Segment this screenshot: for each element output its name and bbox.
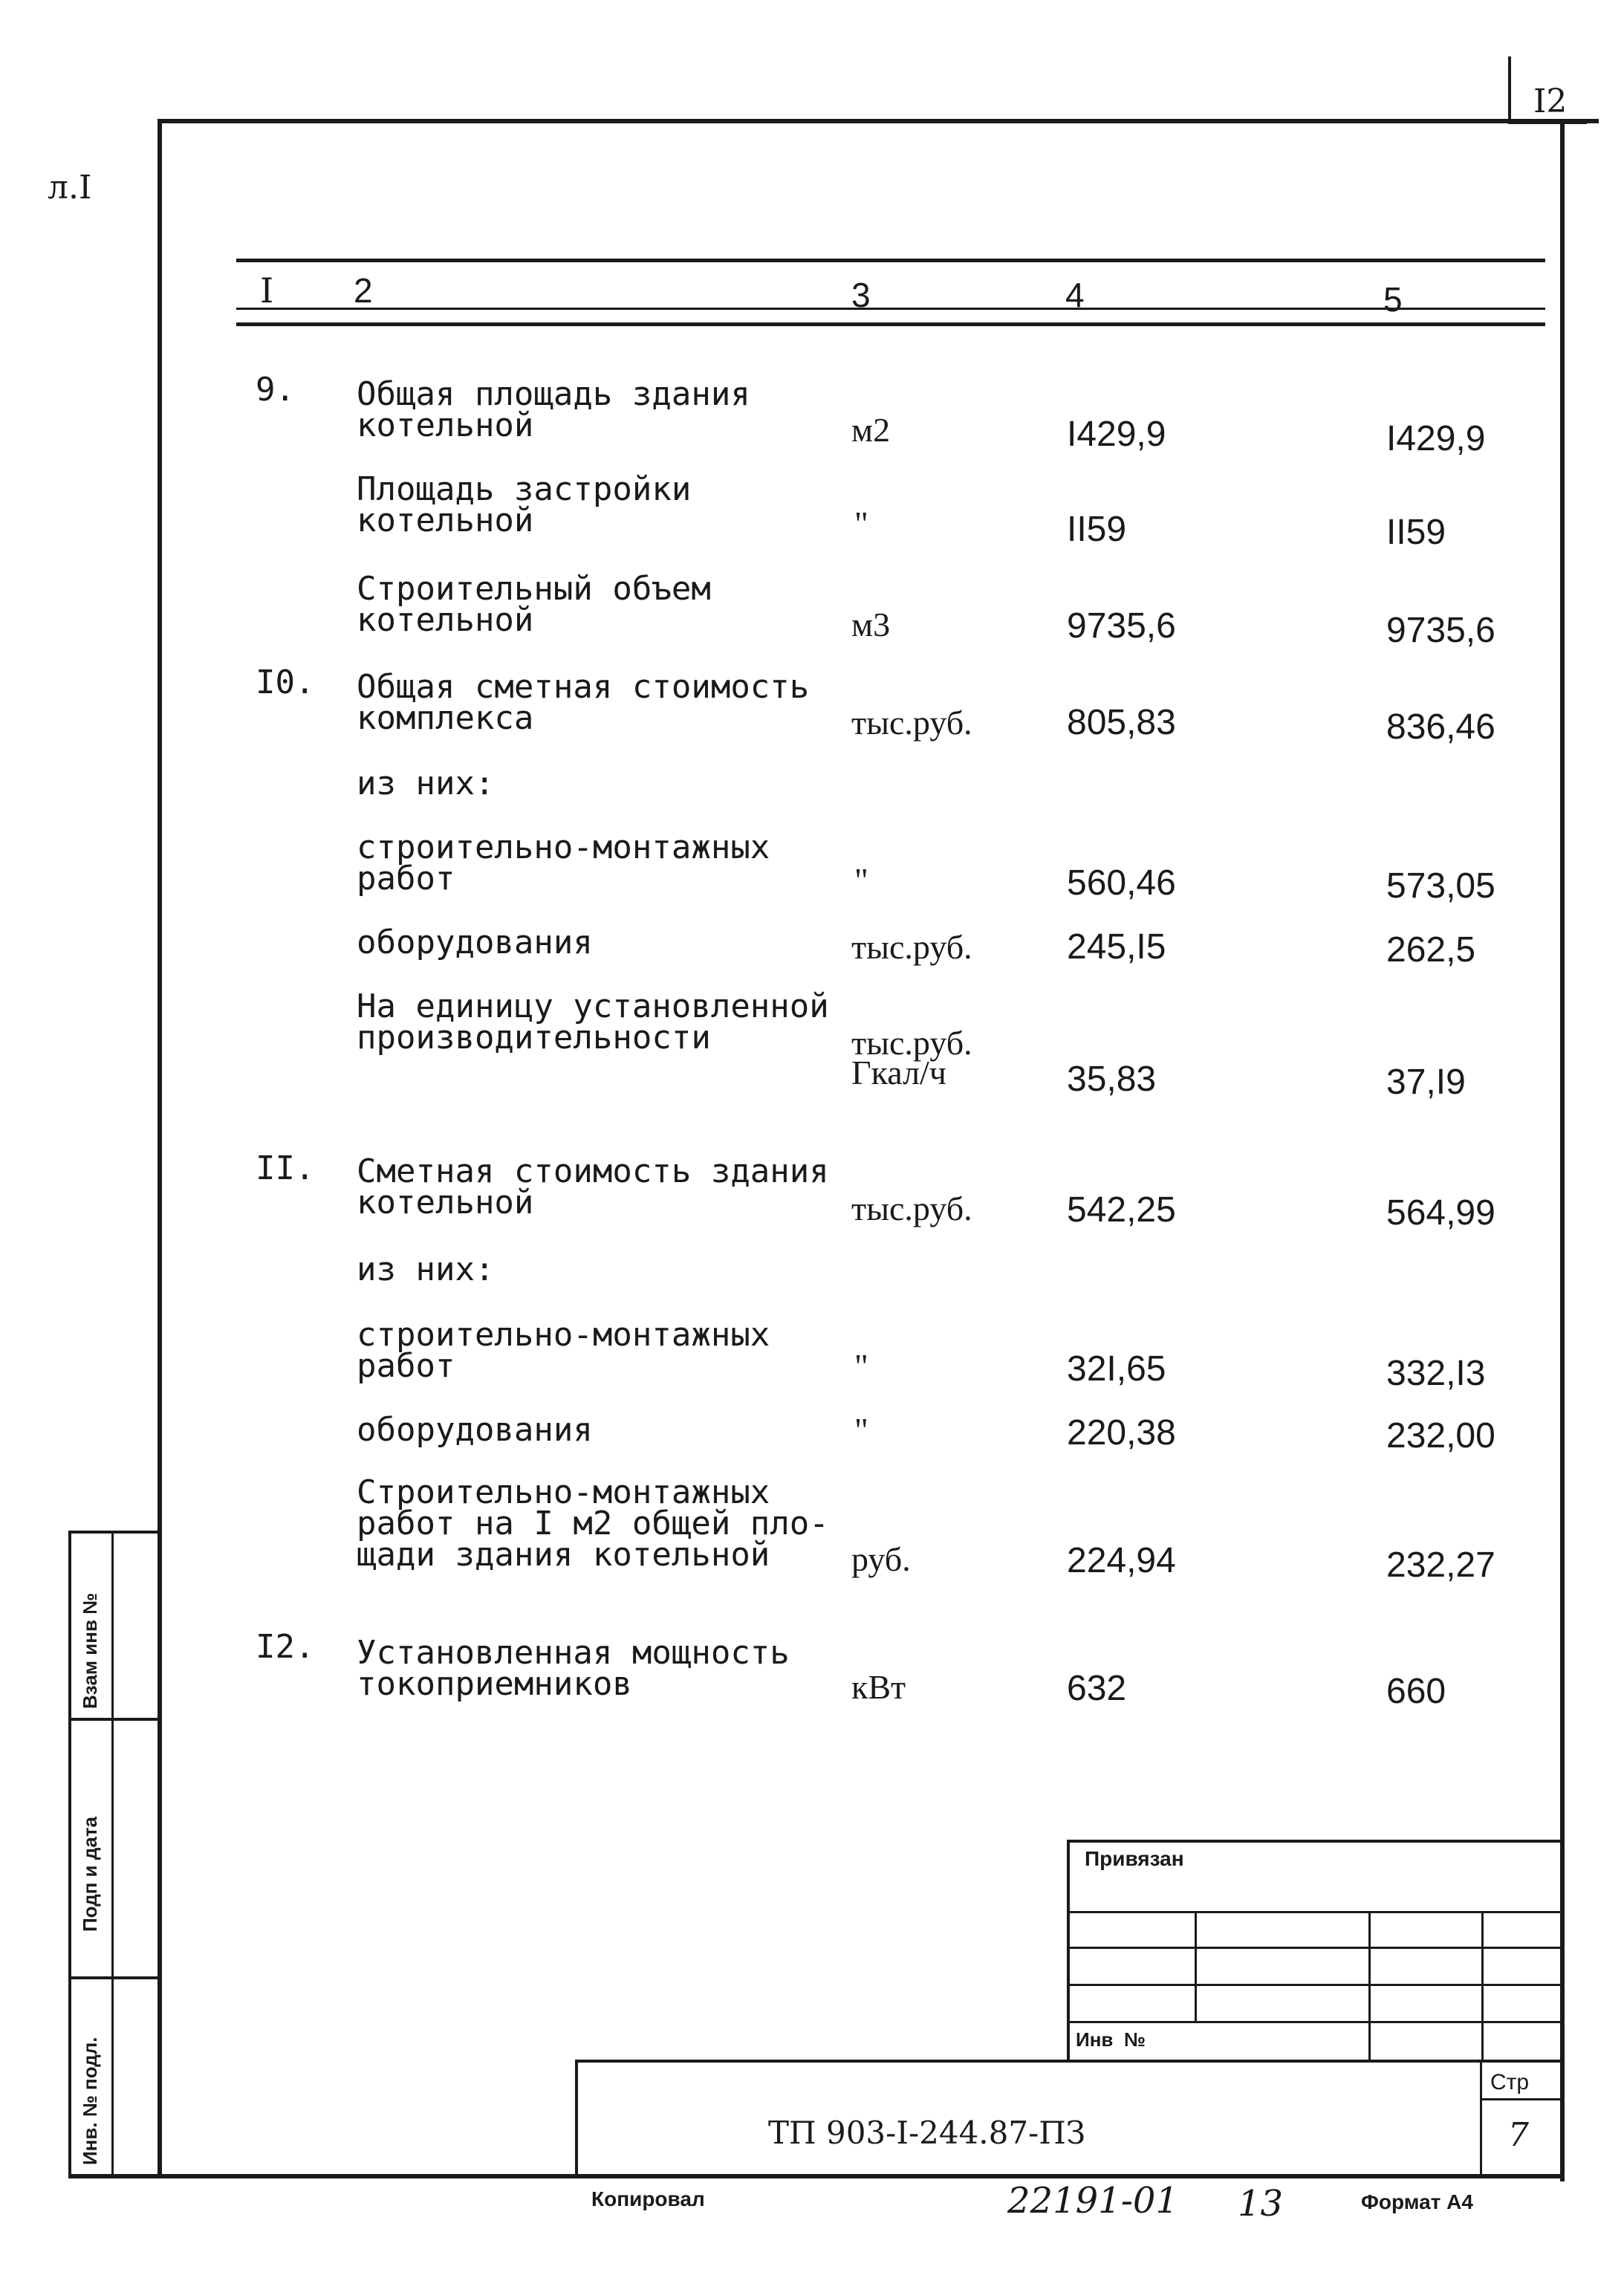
header-rule-bottom bbox=[236, 322, 1545, 326]
row-text-line: работ bbox=[357, 1347, 455, 1385]
row-text-line: Общая сметная стоимость bbox=[357, 668, 810, 706]
row-number: 9. bbox=[256, 371, 295, 409]
row-value-col4: 220,38 bbox=[1067, 1413, 1176, 1453]
row-text-line: токоприемников bbox=[357, 1665, 632, 1703]
row-value-col5: 262,5 bbox=[1386, 930, 1476, 970]
row-text-line: производительности bbox=[357, 1019, 711, 1057]
footer-format: Формат А4 bbox=[1361, 2190, 1473, 2213]
stamp-grid-v1 bbox=[1195, 1911, 1197, 2022]
footer-handwritten-number: 22191-01 bbox=[1007, 2180, 1178, 2222]
stamp-upper-left bbox=[1067, 1840, 1070, 2063]
frame-top bbox=[157, 119, 1599, 123]
row-value-col5: I429,9 bbox=[1386, 419, 1486, 458]
stamp-upper-top bbox=[1067, 1840, 1560, 1843]
row-value-col4: 560,46 bbox=[1067, 863, 1176, 903]
row-text-line: работ на I м2 общей пло- bbox=[357, 1505, 829, 1542]
side-stamp-divider bbox=[111, 1531, 114, 2177]
stamp-grid-h3 bbox=[1067, 1984, 1560, 1986]
row-text-line: На единицу установленной bbox=[357, 987, 829, 1025]
stamp-grid-h1 bbox=[1067, 1911, 1560, 1913]
row-unit: тыс.руб. bbox=[851, 704, 972, 742]
frame-bottom bbox=[68, 2174, 1565, 2178]
row-text-line: комплекса bbox=[357, 699, 534, 737]
frame-left bbox=[157, 119, 162, 2177]
stamp-page-number: 7 bbox=[1508, 2116, 1529, 2154]
stamp-privyazan: Привязан bbox=[1085, 1847, 1184, 1870]
side-stamp-left bbox=[68, 1531, 71, 2177]
row-value-col5: II59 bbox=[1386, 513, 1446, 552]
stamp-inv-no: Инв № bbox=[1076, 2028, 1146, 2051]
side-label-inv-podl: Инв. № подл. bbox=[79, 2037, 101, 2165]
row-unit: " bbox=[854, 504, 868, 542]
row-value-col5: 836,46 bbox=[1386, 707, 1495, 747]
row-unit: кВт bbox=[851, 1668, 906, 1706]
row-value-col4: 542,25 bbox=[1067, 1190, 1176, 1230]
header-underline bbox=[236, 308, 1545, 310]
row-value-col4: 32I,65 bbox=[1067, 1349, 1166, 1389]
row-text-line: щади здания котельной bbox=[357, 1536, 770, 1574]
stamp-grid-v2 bbox=[1368, 1911, 1371, 2063]
col-header-4: 4 bbox=[1065, 276, 1085, 314]
row-text-line: работ bbox=[357, 860, 455, 898]
row-value-col4: 9735,6 bbox=[1067, 606, 1176, 646]
stamp-doc-code: ТП 903-I-244.87-ПЗ bbox=[768, 2115, 1086, 2151]
row-value-col4: I429,9 bbox=[1067, 415, 1166, 454]
side-label-podp-data: Подп и дата bbox=[79, 1816, 101, 1932]
row-text-line: котельной bbox=[357, 406, 534, 444]
row-text-line: строительно-монтажных bbox=[357, 1316, 770, 1354]
row-unit: руб. bbox=[851, 1540, 911, 1578]
row-text-line: Строительный объем bbox=[357, 570, 711, 608]
row-value-col4: 35,83 bbox=[1067, 1060, 1157, 1099]
row-value-col4: 805,83 bbox=[1067, 703, 1176, 742]
stamp-grid-v3 bbox=[1481, 1911, 1484, 2063]
row-unit: м3 bbox=[851, 606, 891, 643]
col-header-1: I bbox=[260, 270, 274, 311]
footer-kopiroval: Копировал bbox=[591, 2187, 705, 2210]
header-rule-top bbox=[236, 259, 1545, 262]
row-text-line: котельной bbox=[357, 1184, 534, 1221]
col-header-2: 2 bbox=[354, 271, 373, 310]
row-unit: " bbox=[854, 861, 868, 899]
row-text-line: из них: bbox=[357, 765, 495, 802]
corner-tick bbox=[1508, 56, 1511, 123]
row-value-col5: 9735,6 bbox=[1386, 611, 1495, 650]
row-text-line: Общая площадь здания bbox=[357, 375, 750, 413]
row-text-line: оборудования bbox=[357, 1411, 593, 1449]
frame-right bbox=[1560, 119, 1565, 2181]
row-value-col4: II59 bbox=[1067, 510, 1127, 549]
side-label-vzam-inv: Взам инв № bbox=[79, 1592, 101, 1709]
row-value-col4: 245,I5 bbox=[1067, 927, 1166, 967]
col-header-5: 5 bbox=[1383, 280, 1403, 319]
stamp-grid-h2 bbox=[1067, 1947, 1560, 1949]
row-value-col5: 660 bbox=[1386, 1672, 1446, 1711]
row-number: I0. bbox=[256, 663, 315, 701]
side-stamp-row-2 bbox=[68, 1976, 162, 1979]
footer-handwritten-sheet: 13 bbox=[1238, 2183, 1284, 2225]
row-unit: тыс.руб. bbox=[851, 1190, 972, 1227]
row-text-line: Сметная стоимость здания bbox=[357, 1152, 829, 1190]
row-value-col5: 232,00 bbox=[1386, 1416, 1495, 1456]
row-text-line: оборудования bbox=[357, 924, 593, 961]
list-label: л.I bbox=[48, 169, 92, 207]
stamp-page-label-rule bbox=[1480, 2098, 1560, 2100]
col-header-3: 3 bbox=[851, 276, 871, 314]
row-number: II. bbox=[256, 1149, 315, 1187]
stamp-main-top bbox=[575, 2060, 1560, 2063]
row-unit: м2 bbox=[851, 411, 891, 449]
row-unit: тыс.руб. Гкал/ч bbox=[851, 1024, 972, 1091]
row-unit: тыс.руб. bbox=[851, 928, 972, 966]
side-stamp-top bbox=[68, 1531, 162, 1534]
corner-underline bbox=[1508, 122, 1587, 124]
row-value-col5: 573,05 bbox=[1386, 866, 1495, 906]
row-unit: " bbox=[854, 1411, 868, 1449]
row-text-line: котельной bbox=[357, 601, 534, 639]
row-value-col5: 232,27 bbox=[1386, 1545, 1495, 1585]
row-unit: " bbox=[854, 1347, 868, 1385]
row-text-line: котельной bbox=[357, 502, 534, 539]
row-text-line: из них: bbox=[357, 1250, 495, 1288]
row-value-col4: 632 bbox=[1067, 1669, 1127, 1708]
row-value-col5: 37,I9 bbox=[1386, 1062, 1466, 1102]
stamp-page-label: Стр bbox=[1490, 2070, 1530, 2095]
stamp-main-left bbox=[575, 2060, 578, 2177]
row-value-col5: 332,I3 bbox=[1386, 1354, 1486, 1393]
side-stamp-row-1 bbox=[68, 1718, 162, 1721]
row-text-line: Площадь застройки bbox=[357, 470, 692, 508]
row-text-line: Строительно-монтажных bbox=[357, 1473, 770, 1511]
row-text-line: строительно-монтажных bbox=[357, 828, 770, 866]
row-text-line: Установленная мощность bbox=[357, 1634, 790, 1672]
row-value-col4: 224,94 bbox=[1067, 1541, 1176, 1580]
sheet-number: I2 bbox=[1533, 82, 1568, 120]
stamp-grid-h4 bbox=[1067, 2021, 1560, 2023]
row-value-col5: 564,99 bbox=[1386, 1193, 1495, 1233]
row-number: I2. bbox=[256, 1628, 315, 1666]
stamp-page-divider bbox=[1480, 2063, 1482, 2177]
